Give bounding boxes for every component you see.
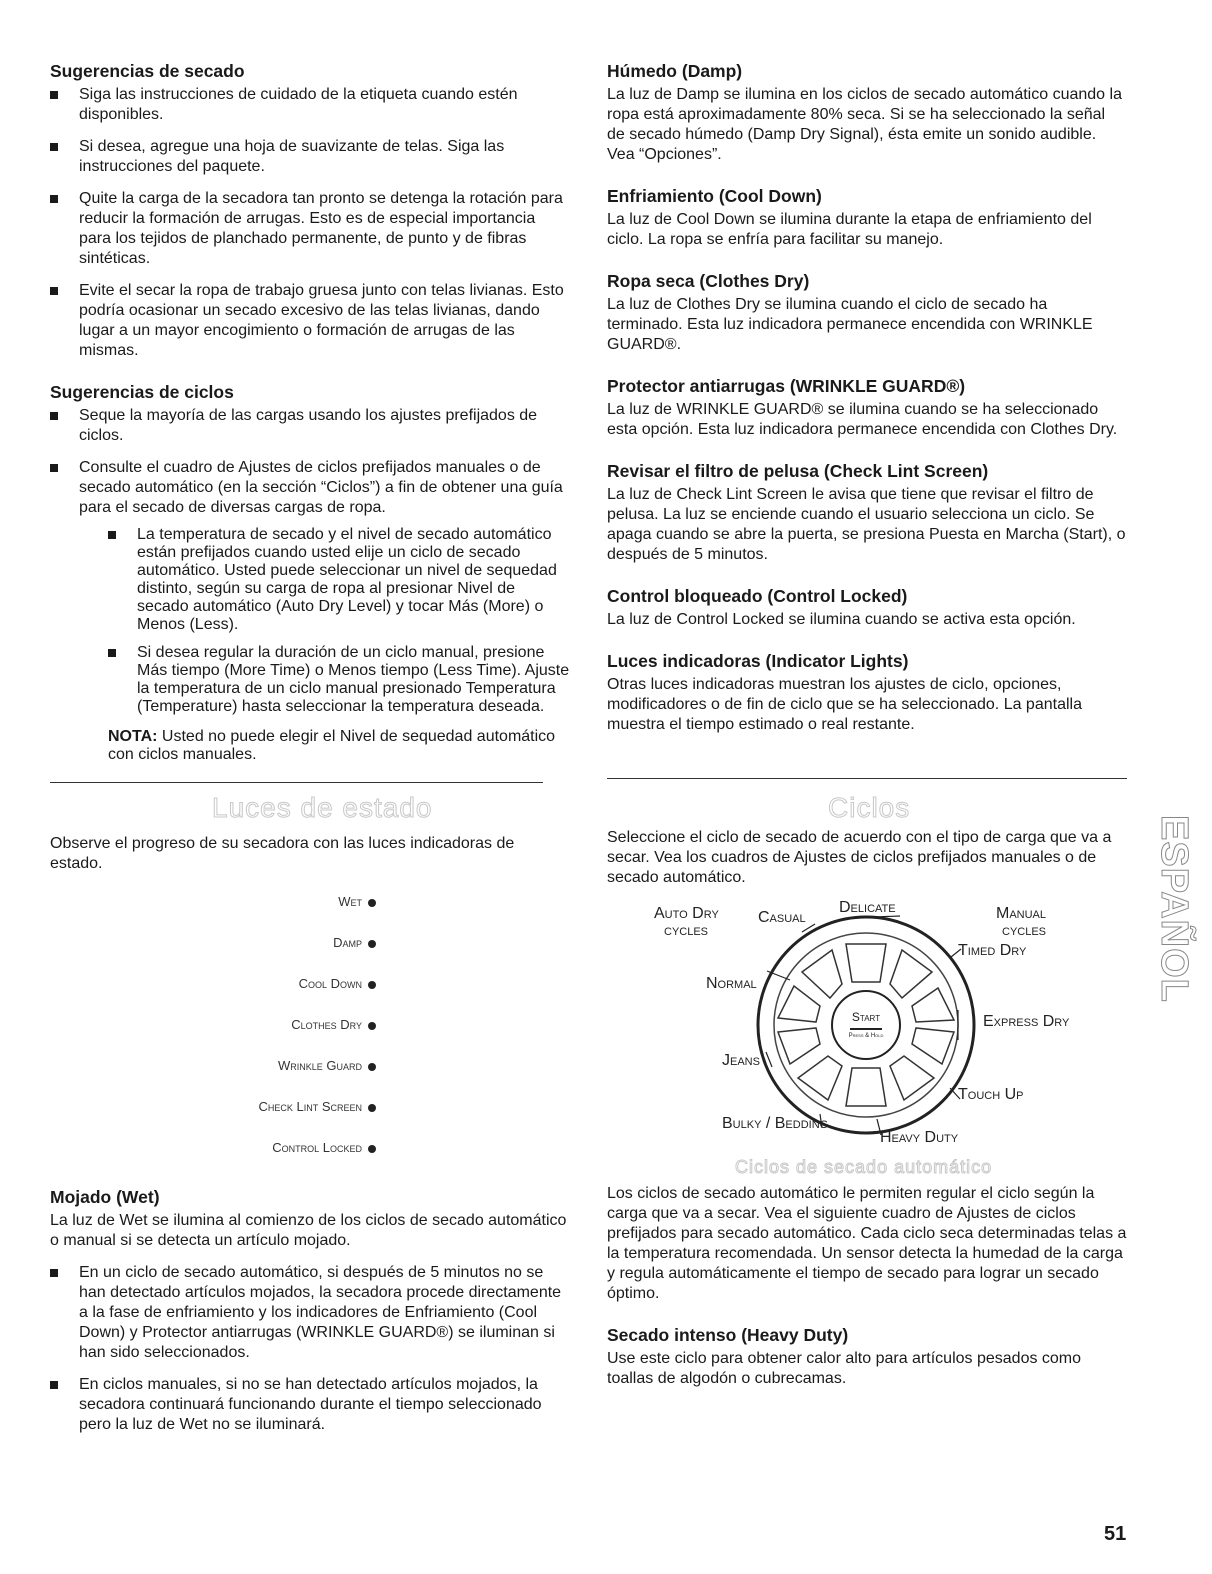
cycles-title: Ciclos <box>828 792 911 823</box>
section-heading: Enfriamiento (Cool Down) <box>607 186 822 206</box>
dial-label-manual: Manual <box>996 905 1047 922</box>
auto-cycles-text: Los ciclos de secado automático le permiten regular el ciclo según la carga que va a secar. Vea el siguiente cuadro de Ajustes de ciclos prefijados para secado automático. Cada ciclo seca determinadas telas a la temperatura recomendada. Un sensor detecta la humedad de la carga y regula automáticamente el tiempo de secado para lograr un secado óptimo. <box>607 1185 1127 1302</box>
section-heading: Protector antiarrugas (WRINKLE GUARD®) <box>607 376 966 396</box>
list-item: En un ciclo de secado automático, si después de 5 minutos no se han detectado artículos mojados, la secadora procede directamente a la fase de enfriamiento y los indicadores de Enfriamiento (Cool Down) y Protector antiarrugas (WRINKLE GUARD®) se iluminan si han sido seleccionados. <box>50 1263 570 1363</box>
dial-label-heavy-duty: Heavy Duty <box>880 1129 959 1146</box>
section-text: La luz de WRINKLE GUARD® se ilumina cuando se ha seleccionado esta opción. Esta luz indicadora permanece encendida con Clothes Dry. <box>607 401 1118 438</box>
dial-label-express-dry: Express Dry <box>983 1013 1070 1030</box>
list-item: En ciclos manuales, si no se han detectado artículos mojados, la secadora continuará funcionando durante el tiempo seleccionado pero la luz de Wet no se iluminará. <box>50 1375 570 1435</box>
indicator-dot-icon <box>368 981 376 989</box>
heavy-duty-heading: Secado intenso (Heavy Duty) <box>607 1325 849 1345</box>
start-button-label: Start <box>851 1010 881 1024</box>
section-heading: Control bloqueado (Control Locked) <box>607 586 908 606</box>
info-section <box>607 270 1127 355</box>
status-light-check-lint: Check Lint Screen <box>258 1099 376 1114</box>
section-text: La luz de Damp se ilumina en los ciclos de secado automático cuando la ropa está aproximadamente 80% seca. Si se ha seleccionado la señal de secado húmedo (Damp Dry Signal), ésta emite un sonido audible. Vea “Opciones”. <box>607 86 1122 163</box>
heavy-duty-section <box>607 1324 1127 1389</box>
info-section <box>607 650 1127 735</box>
dial-label-normal: Normal <box>706 975 757 992</box>
dial-label-casual: Casual <box>758 909 806 926</box>
section-divider <box>50 782 543 783</box>
info-section <box>607 460 1127 565</box>
list-item: Quite la carga de la secadora tan pronto se detenga la rotación para reducir la formación de arrugas. Esto es de especial importancia para los tejidos de planchado permanente, de punto y de fibras sintéticas. <box>50 189 570 269</box>
status-light-damp: Damp <box>333 935 376 950</box>
note-text: Usted no puede elegir el Nivel de sequedad automático con ciclos manuales. <box>108 728 556 763</box>
indicator-dot-icon <box>368 940 376 948</box>
status-lights-intro: Observe el progreso de su secadora con las luces indicadoras de estado. <box>50 835 515 872</box>
status-light-control-locked: Control Locked <box>272 1140 376 1155</box>
section-text: La luz de Check Lint Screen le avisa que tiene que revisar el filtro de pelusa. La luz se enciende cuando el usuario selecciona un ciclo. Se apaga cuando se abre la puerta, se presiona Puesta en Marcha (Start), o después de 5 minutos. <box>607 486 1126 563</box>
list-item: Siga las instrucciones de cuidado de la etiqueta cuando estén disponibles. <box>50 85 570 125</box>
wet-section <box>50 1186 570 1447</box>
sub-list-item: Si desea regular la duración de un ciclo manual, presione Más tiempo (More Time) o Menos tiempo (Less Time). Ajuste la temperatura de un ciclo manual presionado Temperatura (Temperature) hasta seleccionar la temperatura deseada. <box>108 644 570 716</box>
list-item <box>50 458 570 716</box>
dial-label-jeans: Jeans <box>722 1052 760 1069</box>
status-light-wet: Wet <box>338 894 376 909</box>
indicator-dot-icon <box>368 1145 376 1153</box>
note-label: NOTA: <box>108 728 158 745</box>
side-tab-graphic <box>1152 805 1195 1065</box>
drying-tips-heading: Sugerencias de secado <box>50 61 245 81</box>
status-lights-title: Luces de estado <box>212 792 433 823</box>
section-text: La luz de Cool Down se ilumina durante la etapa de enfriamiento del ciclo. La ropa se enfría para facilitar su manejo. <box>607 211 1092 248</box>
dial-label-bulky-bedding: Bulky / Bedding <box>722 1115 829 1132</box>
section-heading: Húmedo (Damp) <box>607 61 743 81</box>
info-section <box>607 375 1127 440</box>
dial-label-auto-dry: Auto Dry <box>654 905 719 922</box>
list-item-text: Consulte el cuadro de Ajustes de ciclos prefijados manuales o de secado automático (en la sección “Ciclos”) a fin de obtener una guía para el secado de diversas cargas de ropa. <box>79 459 563 516</box>
heavy-duty-text: Use este ciclo para obtener calor alto para artículos pesados como toallas de algodón o cubrecamas. <box>607 1350 1082 1387</box>
info-section <box>607 60 1127 165</box>
section-text: La luz de Control Locked se ilumina cuando se activa esta opción. <box>607 611 1076 628</box>
cycle-dial-diagram <box>640 892 1120 1152</box>
language-side-tab <box>1152 805 1195 1065</box>
cycle-tips-section <box>50 381 570 764</box>
right-column <box>607 60 1127 755</box>
press-hold-label: Press & Hold <box>848 1033 884 1039</box>
list-item: Evite el secar la ropa de trabajo gruesa junto con telas livianas. Esto podría ocasionar un secado excesivo de las telas livianas, dando lugar a un mayor encogimiento o formación de arrugas de las mismas. <box>50 281 570 361</box>
section-text: Otras luces indicadoras muestran los ajustes de ciclo, opciones, modificadores o de fin de ciclo que se ha seleccionado. La pantalla muestra el tiempo estimado o real restante. <box>607 676 1082 733</box>
dial-label-timed-dry: Timed Dry <box>958 942 1027 959</box>
indicator-dot-icon <box>368 1022 376 1030</box>
dial-label-manual-cycles: cycles <box>1002 922 1047 939</box>
drying-tips-section <box>50 60 570 361</box>
wet-text: La luz de Wet se ilumina al comienzo de los ciclos de secado automático o manual si se detecta un artículo mojado. <box>50 1212 567 1249</box>
section-text: La luz de Clothes Dry se ilumina cuando el ciclo de secado ha terminado. Esta luz indicadora permanece encendida con WRINKLE GUARD®. <box>607 296 1093 353</box>
status-light-cool-down: Cool Down <box>299 976 376 991</box>
wet-heading: Mojado (Wet) <box>50 1187 160 1207</box>
indicator-dot-icon <box>368 1063 376 1071</box>
note <box>108 728 570 764</box>
sub-list-item: La temperatura de secado y el nivel de secado automático están prefijados cuando usted elije un ciclo de secado automático. Usted puede seleccionar un nivel de sequedad distinto, según su carga de ropa al presionar Nivel de secado automático (Auto Dry Level) y tocar Más (More) o Menos (Less). <box>108 526 570 634</box>
section-divider <box>607 778 1127 779</box>
indicator-dot-icon <box>368 1104 376 1112</box>
info-section <box>607 185 1127 250</box>
status-light-wrinkle-guard: Wrinkle Guard <box>278 1058 376 1073</box>
side-tab-text: ESPAÑOL <box>1153 815 1195 1003</box>
status-lights-list <box>150 890 376 1160</box>
cycle-tips-heading: Sugerencias de ciclos <box>50 382 234 402</box>
cycles-intro: Seleccione el ciclo de secado de acuerdo con el tipo de carga que va a secar. Vea los cuadros de Ajustes de ciclos prefijados manuales o de secado automático. <box>607 829 1112 886</box>
auto-cycles-title: Ciclos de secado automático <box>735 1157 993 1177</box>
dial-label-delicate: Delicate <box>839 899 896 916</box>
left-column <box>50 60 570 784</box>
list-item: Seque la mayoría de las cargas usando los ajustes prefijados de ciclos. <box>50 406 570 446</box>
list-item: Si desea, agregue una hoja de suavizante de telas. Siga las instrucciones del paquete. <box>50 137 570 177</box>
indicator-dot-icon <box>368 899 376 907</box>
page-number: 51 <box>1104 1523 1127 1545</box>
info-section <box>607 585 1127 630</box>
dial-label-touch-up: Touch Up <box>958 1086 1024 1103</box>
dial-label-auto-cycles: cycles <box>664 922 709 939</box>
section-heading: Luces indicadoras (Indicator Lights) <box>607 651 909 671</box>
section-heading: Ropa seca (Clothes Dry) <box>607 271 810 291</box>
status-light-clothes-dry: Clothes Dry <box>291 1017 376 1032</box>
section-heading: Revisar el filtro de pelusa (Check Lint Screen) <box>607 461 989 481</box>
